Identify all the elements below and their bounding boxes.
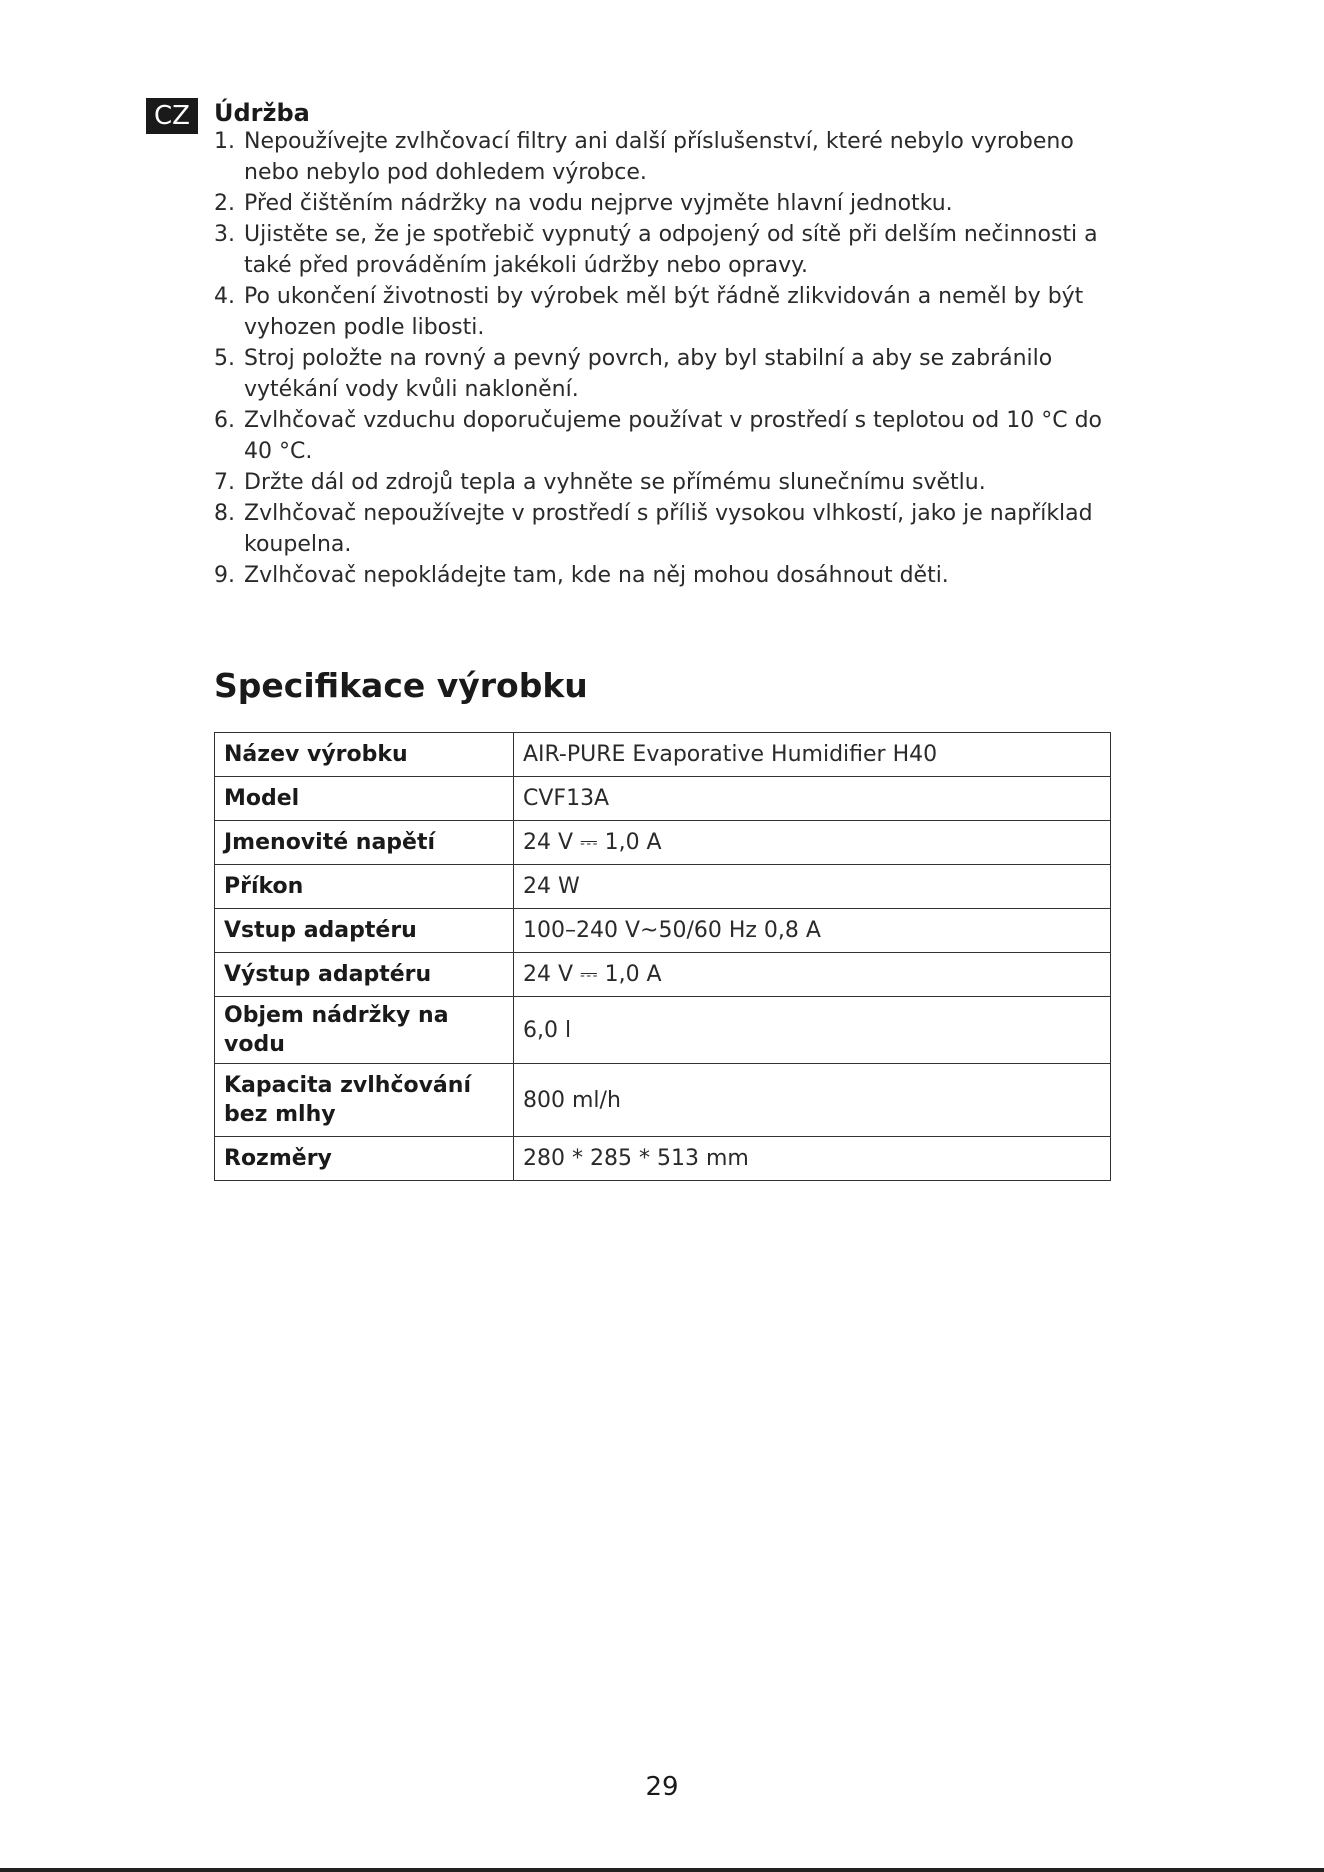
spec-value: 100–240 V~50/60 Hz 0,8 A (514, 909, 1111, 953)
spec-label: Model (215, 777, 514, 821)
list-item-number: 8. (214, 501, 235, 526)
list-item (214, 219, 1114, 281)
table-row (215, 1137, 1111, 1181)
list-item-number: 2. (214, 191, 235, 216)
table-row (215, 953, 1111, 997)
spec-label: Příkon (215, 865, 514, 909)
language-badge: CZ (146, 98, 198, 134)
list-item (214, 560, 1114, 591)
maintenance-list (214, 126, 1114, 591)
list-item (214, 126, 1114, 188)
spec-value: CVF13A (514, 777, 1111, 821)
list-item-text: Ujistěte se, že je spotřebič vypnutý a odpojený od sítě při delším nečinnosti a také před prováděním jakékoli údržby nebo opravy. (244, 222, 1098, 278)
list-item-text: Stroj položte na rovný a pevný povrch, aby byl stabilní a aby se zabránilo vytékání vody kvůli naklonění. (244, 346, 1053, 402)
list-item-text: Držte dál od zdrojů tepla a vyhněte se přímému slunečnímu světlu. (244, 470, 986, 495)
table-row (215, 733, 1111, 777)
list-item-text: Zvlhčovač nepoužívejte v prostředí s příliš vysokou vlhkostí, jako je například koupelna. (244, 501, 1093, 557)
table-row (215, 865, 1111, 909)
page-number: 29 (645, 1772, 679, 1802)
list-item (214, 343, 1114, 405)
list-item (214, 281, 1114, 343)
list-item-number: 9. (214, 563, 235, 588)
list-item-number: 4. (214, 284, 235, 309)
spec-label: Objem nádržky na vodu (215, 997, 514, 1064)
bottom-divider (0, 1868, 1324, 1872)
list-item-number: 1. (214, 129, 235, 154)
spec-value: 24 V ⎓ 1,0 A (514, 953, 1111, 997)
spec-table (214, 732, 1111, 1181)
table-row (215, 997, 1111, 1064)
list-item-text: Zvlhčovač nepokládejte tam, kde na něj mohou dosáhnout děti. (244, 563, 949, 588)
table-row (215, 777, 1111, 821)
table-row (215, 1064, 1111, 1137)
list-item (214, 467, 1114, 498)
list-item-number: 5. (214, 346, 235, 371)
list-item (214, 188, 1114, 219)
list-item-text: Nepoužívejte zvlhčovací filtry ani další příslušenství, které nebylo vyrobeno nebo nebylo pod dohledem výrobce. (244, 129, 1074, 185)
list-item-number: 7. (214, 470, 235, 495)
spec-label: Kapacita zvlhčování bez mlhy (215, 1064, 514, 1137)
list-item-number: 3. (214, 222, 235, 247)
table-row (215, 821, 1111, 865)
spec-label: Jmenovité napětí (215, 821, 514, 865)
spec-value: 280 * 285 * 513 mm (514, 1137, 1111, 1181)
table-row (215, 909, 1111, 953)
list-item (214, 498, 1114, 560)
spec-value: 6,0 l (514, 997, 1111, 1064)
list-item-text: Po ukončení životnosti by výrobek měl být řádně zlikvidován a neměl by být vyhozen podle libosti. (244, 284, 1084, 340)
spec-value: AIR-PURE Evaporative Humidifier H40 (514, 733, 1111, 777)
spec-value: 24 V ⎓ 1,0 A (514, 821, 1111, 865)
spec-value: 800 ml/h (514, 1064, 1111, 1137)
list-item-text: Zvlhčovač vzduchu doporučujeme používat v prostředí s teplotou od 10 °C do 40 °C. (244, 408, 1102, 464)
list-item-number: 6. (214, 408, 235, 433)
list-item (214, 405, 1114, 467)
spec-label: Rozměry (215, 1137, 514, 1181)
maintenance-heading: Údržba (214, 99, 310, 127)
spec-value: 24 W (514, 865, 1111, 909)
spec-title: Specifikace výrobku (214, 666, 588, 705)
spec-label: Výstup adaptéru (215, 953, 514, 997)
list-item-text: Před čištěním nádržky na vodu nejprve vyjměte hlavní jednotku. (244, 191, 953, 216)
spec-label: Vstup adaptéru (215, 909, 514, 953)
spec-label: Název výrobku (215, 733, 514, 777)
